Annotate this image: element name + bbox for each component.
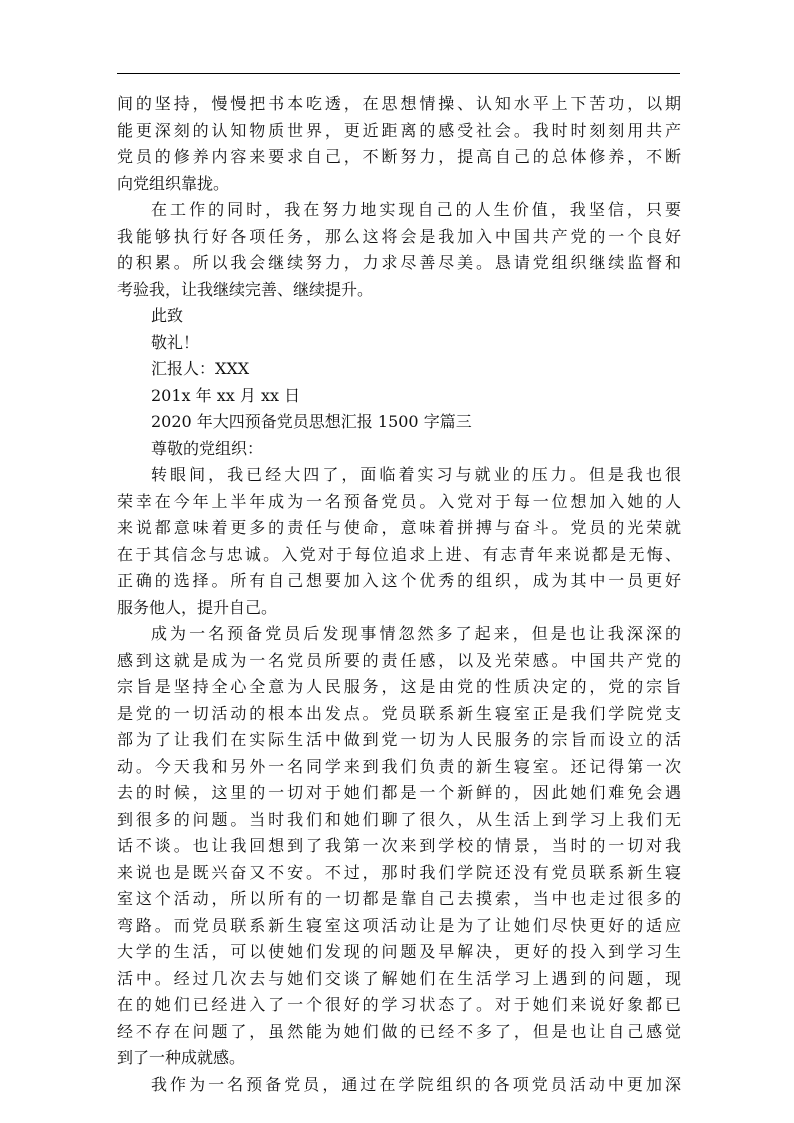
text-line: 汇报人：XXX: [151, 359, 250, 378]
text-line: 能更深刻的认知物质世界，更近距离的感受社会。我时时刻刻用共产: [117, 120, 681, 140]
text-line: 来说都意味着更多的责任与使命，意味着拼搏与奋斗。党员的光荣就: [117, 518, 681, 537]
header-rule: [117, 73, 680, 74]
text-line: 我作为一名预备党员，通过在学院组织的各项党员活动中更加深: [151, 1074, 681, 1094]
text-line: 宗旨是坚持全心全意为人民服务，这是由党的性质决定的，党的宗旨: [117, 677, 681, 696]
text-line: 成为一名预备党员后发现事情忽然多了起来，但是也让我深深的: [151, 624, 681, 643]
text-line: 大学的生活，可以使她们发现的问题及早解决，更好的投入到学习生: [117, 942, 681, 961]
text-line: 是党的一切活动的根本出发点。党员联系新生寝室正是我们学院党支: [117, 703, 681, 723]
text-line: 正确的选择。所有自己想要加入这个优秀的组织，成为其中一员更好: [117, 571, 681, 590]
text-line: 向党组织靠拢。: [117, 173, 230, 193]
text-line: 服务他人，提升自己。: [117, 597, 278, 617]
text-line: 话不谈。也让我回想到了我第一次来到学校的情景，当时的一切对我: [117, 836, 681, 855]
text-line: 在的她们已经进入了一个很好的学习状态了。对于她们来说好象都已: [117, 995, 681, 1014]
text-line: 活中。经过几次去与她们交谈了解她们在生活学习上遇到的问题，现: [117, 968, 681, 988]
text-line: 考验我，让我继续完善、继续提升。: [117, 279, 374, 299]
text-line: 部为了让我们在实际生活中做到党一切为人民服务的宗旨而设立的活: [117, 730, 681, 749]
text-line: 来说也是既兴奋又不安。不过，那时我们学院还没有党员联系新生寝: [117, 862, 681, 882]
text-line: 在于其信念与忠诚。入党对于每位追求上进、有志青年来说都是无悔、: [117, 544, 681, 564]
text-line: 荣幸在今年上半年成为一名预备党员。入党对于每一位想加入她的人: [117, 491, 681, 511]
text-line: 我能够执行好各项任务，那么这将会是我加入中国共产党的一个良好: [117, 226, 681, 246]
text-line: 到了一种成就感。: [117, 1048, 246, 1067]
text-line: 弯路。而党员联系新生寝室这项活动让是为了让她们尽快更好的适应: [117, 915, 681, 935]
text-line: 去的时候，这里的一切对于她们都是一个新鲜的，因此她们难免会遇: [117, 783, 681, 802]
text-line: 的积累。所以我会继续努力，力求尽善尽美。恳请党组织继续监督和: [117, 253, 681, 272]
text-line: 201x 年 xx 月 xx 日: [151, 385, 301, 405]
text-line: 2020 年大四预备党员思想汇报 1500 字篇三: [151, 412, 472, 431]
text-line: 在工作的同时，我在努力地实现自己的人生价值，我坚信，只要: [151, 200, 681, 219]
text-line: 经不存在问题了，虽然能为她们做的已经不多了，但是也让自己感觉: [117, 1021, 681, 1041]
text-line: 动。今天我和另外一名同学来到我们负责的新生寝室。还记得第一次: [117, 756, 681, 776]
text-line: 室这个活动，所以所有的一切都是靠自己去摸索，当中也走过很多的: [117, 889, 681, 908]
text-line: 党员的修养内容来要求自己，不断努力，提高自己的总体修养，不断: [117, 147, 681, 166]
text-line: 尊敬的党组织：: [151, 438, 264, 458]
document-body: [117, 91, 681, 1098]
text-line: 转眼间，我已经大四了，面临着实习与就业的压力。但是我也很: [151, 465, 681, 484]
text-line: 敬礼！: [151, 332, 200, 352]
text-line: 到很多的问题。当时我们和她们聊了很久，从生活上到学习上我们无: [117, 809, 681, 829]
text-line: 感到这就是成为一名党员所要的责任感，以及光荣感。中国共产党的: [117, 650, 681, 670]
text-line: 间的坚持，慢慢把书本吃透，在思想情操、认知水平上下苦功，以期: [117, 94, 681, 113]
text-line: 此致: [151, 306, 184, 325]
